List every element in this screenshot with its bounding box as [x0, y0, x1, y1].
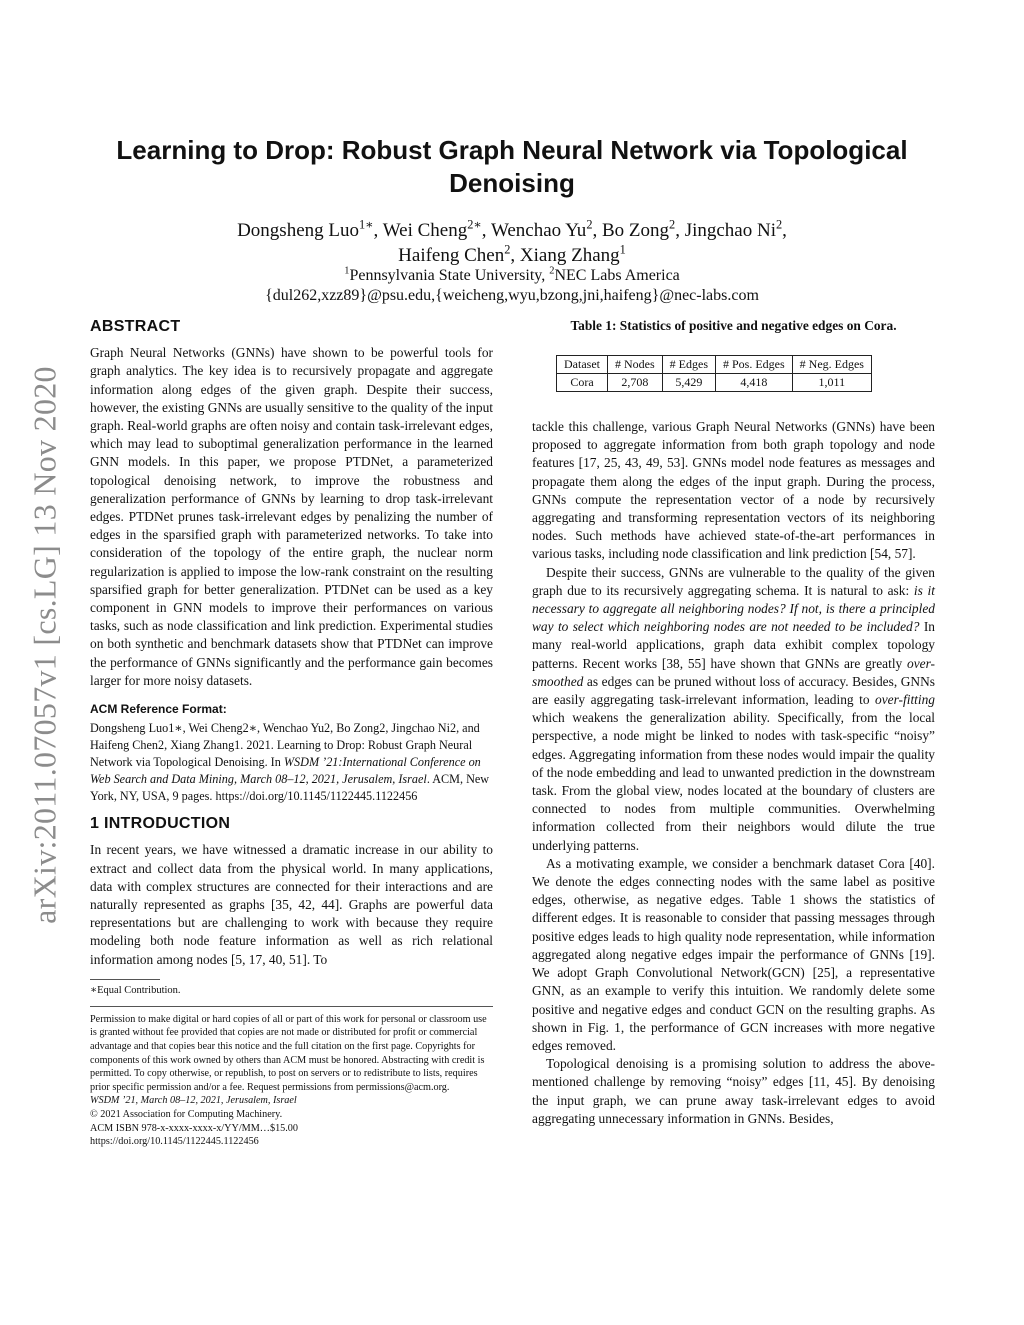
- acm-ref-tail: . ACM, New York, NY, USA, 9 pages. https://doi.org/10.1145/1122445.1122456: [90, 772, 490, 804]
- doi-line: https://doi.org/10.1145/1122445.1122456: [90, 1136, 259, 1148]
- text-run: In many real-world applications, graph data exhibit complex topology patterns. Recent works [38, 55] have shown that GNNs are greatly: [532, 619, 935, 671]
- left-column: [90, 318, 493, 1149]
- author-sup: 2: [504, 242, 511, 257]
- arxiv-stamp: [20, 345, 70, 945]
- body-paragraph: tackle this challenge, various Graph Neural Networks (GNNs) have been proposed to aggregate information from both graph topology and node features [17, 25, 43, 49, 53]. GNNs model node features as messages and propagate them along the edges of the input graph. During the process, GNNs compute the representation vector of a node by recursively aggregating and transforming representation vectors of its neighboring nodes. Such methods have achieved state-of-the-art performances in various tasks, including node classification and link prediction [54, 57].: [532, 419, 935, 562]
- author-name: Wei Cheng: [382, 220, 468, 241]
- affil-inst: NEC Labs America: [554, 267, 680, 284]
- italic-term: over-smoothed: [532, 655, 935, 689]
- arxiv-stamp-text: arXiv:2011.07057v1 [cs.LG] 13 Nov 2020: [26, 366, 63, 924]
- author-sup: 2: [775, 217, 783, 232]
- italic-question: is it necessary to aggregate all neighboring nodes? If not, is there a principled way to select which neighboring nodes are not needed to be included?: [532, 582, 935, 635]
- affil-sup: 1: [344, 265, 350, 277]
- affil-sup: 2: [549, 265, 555, 277]
- table-header: Dataset: [557, 356, 608, 374]
- table-cell: Cora: [557, 374, 608, 392]
- table-cell: 1,011: [792, 374, 871, 392]
- acm-ref-authors: Dongsheng Luo1∗, Wei Cheng2∗, Wenchao Yu2, Bo Zong2, Jingchao Ni2, and Haifeng Chen2, Xiang Zhang1. 2021. Learning to Drop: Robust Graph Neural Network via Topological Denoising. In: [90, 721, 480, 770]
- author-sup: 2: [586, 217, 593, 232]
- author-sup: 1: [619, 242, 626, 257]
- footnote-equal-contribution: ∗Equal Contribution.: [90, 984, 181, 996]
- body-paragraph: As a motivating example, we consider a benchmark dataset Cora [40]. We denote the edges connecting nodes with the same label as positive edges, otherwise, as negative edges. Table 1 shows the statistics of different edges. It is reasonable to consider that passing messages through positive edges leads to high quality node representation, while information aggregated along negative edges impair the performance of GNNs [19]. We adopt Graph Convolutional Network(GCN) [25], a representative GNN, as an example to verify this intuition. We randomly delete some positive and negative edges and conduct GCN on the resulting graphs. As shown in Fig. 1, the performance of GCN increases with more negative edges removed.: [532, 855, 935, 1053]
- body-paragraph: [532, 564, 935, 855]
- author-name: Dongsheng Luo: [237, 220, 359, 241]
- author-sup: 2: [669, 217, 676, 232]
- table-header-row: [557, 356, 872, 374]
- copyright-line: © 2021 Association for Computing Machinery.: [90, 1109, 283, 1121]
- affiliations: [110, 266, 914, 306]
- author-sup: 2∗: [467, 217, 482, 232]
- italic-term: over-fitting: [875, 692, 935, 708]
- table-cell: 5,429: [662, 374, 715, 392]
- affil-inst: Pennsylvania State University,: [349, 267, 550, 284]
- table-header: # Nodes: [607, 356, 662, 374]
- body-paragraph: Topological denoising is a promising solution to address the above-mentioned challenge by removing “noisy” edges [11, 45]. By denoising the input graph, we can prune away task-irrelevant edges to avoid aggregating unnecessary information in GNNs. Besides,: [532, 1056, 935, 1126]
- author-name: Jingchao Ni: [684, 220, 776, 241]
- table-header: # Neg. Edges: [792, 356, 871, 374]
- conference-line-text: WSDM ’21, March 08–12, 2021, Jerusalem, Israel: [90, 1095, 297, 1107]
- footnote-rule: [90, 979, 160, 980]
- author-name: Haifeng Chen: [398, 245, 505, 266]
- intro-heading: 1 INTRODUCTION: [90, 815, 231, 833]
- acm-ref-text: [90, 720, 493, 805]
- permission-block: [90, 1006, 493, 1149]
- table-header: # Pos. Edges: [715, 356, 792, 374]
- acm-ref-venue: WSDM ’21:International Conference on Web Search and Data Mining, March 08–12, 2021, Jerusalem, Israel: [90, 755, 481, 787]
- text-run: Despite their success, GNNs are vulnerable to the quality of the given graph due to its recursively aggregating schema. It is natural to ask:: [532, 564, 935, 598]
- author-emails: {dul262,xzz89}@psu.edu,{weicheng,wyu,bzong,jni,haifeng}@nec-labs.com: [265, 287, 759, 304]
- table-caption: Table 1: Statistics of positive and negative edges on Cora.: [570, 318, 897, 333]
- table-cell: 2,708: [607, 374, 662, 392]
- table-cell: 4,418: [715, 374, 792, 392]
- table-row: [557, 374, 872, 392]
- author-name: Bo Zong: [601, 220, 670, 241]
- stats-table: [556, 355, 872, 392]
- acm-ref-heading: ACM Reference Format:: [90, 702, 227, 717]
- author-name: Xiang Zhang: [519, 245, 620, 266]
- abstract-text: Graph Neural Networks (GNNs) have shown to be powerful tools for graph analytics. The key idea is to recursively propagate and aggregate information along edges of the given graph. Despite their success, however, the existing GNNs are usually sensitive to the quality of the input graph. Real-world graphs are often noisy and contain task-irrelevant edges, which may lead to suboptimal generalization performance in the learned GNN models. In this paper, we propose PTDNet, a parameterized topological denoising network, to improve the robustness and generalization performance of GNNs by learning to drop task-irrelevant edges. PTDNet prunes task-irrelevant edges by penalizing the number of edges in the sparsified graph with parameterized networks. To take into consideration of the topology of the entire graph, the nuclear norm regularization is applied to impose the low-rank constraint on the resulting sparsified graph for better generalization. PTDNet can be used as a key component in GNN models to improve their performances on various tasks, such as node classification and link prediction. Experimental studies on both synthetic and benchmark datasets show that PTDNet can improve the performance of GNNs significantly and the performance gain becomes larger for more noisy datasets.: [90, 345, 493, 688]
- text-run: as edges can be pruned without loss of accuracy. Besides, GNNs are easily aggregating task-irrelevant information, leading to: [532, 673, 935, 708]
- right-column: [532, 418, 935, 1128]
- paper-title: Learning to Drop: Robust Graph Neural Network via Topological Denoising: [116, 135, 908, 198]
- permission-text: Permission to make digital or hard copies of all or part of this work for personal or classroom use is granted without fee provided that copies are not made or distributed for profit or commercial advantage and that copies bear this notice and the full citation on the first page. Copyrights for components of this work owned by others than ACM must be honored. Abstracting with credit is permitted. To copy otherwise, or republish, to post on servers or to redistribute to lists, requires prior specific permission and/or a fee. Request permissions from permissions@acm.org.: [90, 1013, 487, 1093]
- author-list: Dongsheng Luo$^{1∗}$, Wei Cheng$^{2∗}$, Wenchao Yu$^2$, Bo Zong$^2$, Jingchao Ni$^2$, Haifeng Chen$^2$, Xiang Zhang$^1$: [237, 217, 787, 266]
- conference-line: [90, 1094, 493, 1108]
- isbn-line: ACM ISBN 978-x-xxxx-xxxx-x/YY/MM…$15.00: [90, 1122, 298, 1134]
- author-name: Wenchao Yu: [490, 220, 587, 241]
- affiliation-line: [110, 266, 914, 286]
- author-sup: 1∗: [358, 217, 374, 232]
- intro-paragraph: In recent years, we have witnessed a dramatic increase in our ability to extract and collect data from the physical world. In many applications, data with complex structures are connected for their interactions and are naturally represented as graphs [35, 42, 44]. Graphs are powerful data representations but are challenging to work with because they require modeling both node feature information as well as rich relational information among nodes [5, 17, 40, 51]. To: [90, 842, 493, 967]
- text-run: which weakens the generalization ability. Specifically, from the local perspective, a node might be linked to nodes with task-specific “noisy” edges. Aggregating information from these nodes would impair the quality of the node embedding and lead to unwanted prediction in the downstream task. From the global view, nodes located at the boundary of clusters are connected to nodes from multiple communities. Overwhelming information collected from their neighbors would dilute the true underlying patterns.: [532, 710, 935, 853]
- abstract-heading: ABSTRACT: [90, 318, 181, 335]
- table-header: # Edges: [662, 356, 715, 374]
